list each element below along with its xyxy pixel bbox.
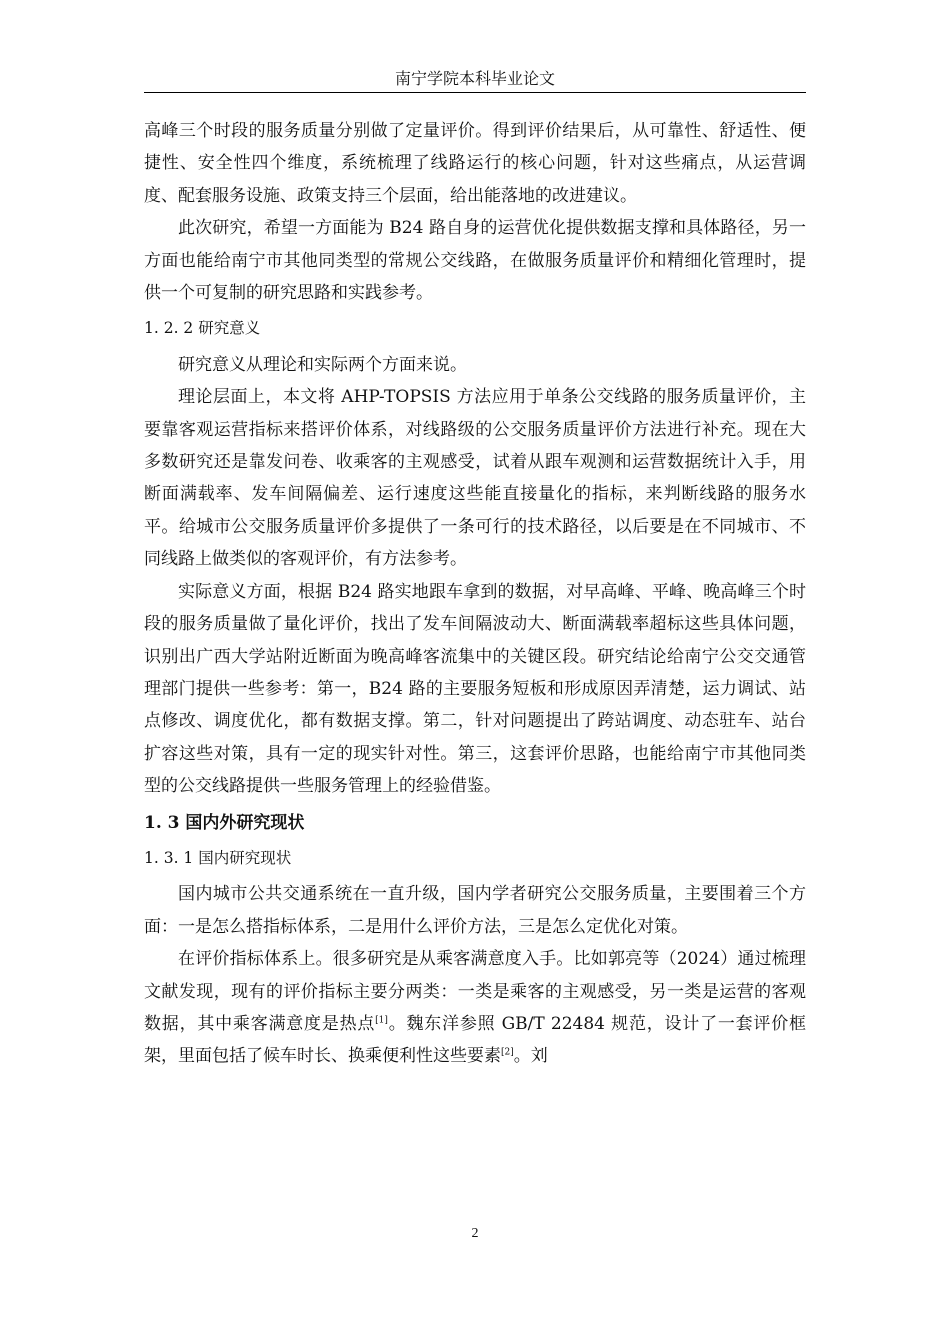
running-header: 南宁学院本科毕业论文 xyxy=(394,69,555,88)
section-heading-1-3: 1. 3 国内外研究现状 xyxy=(144,812,305,833)
paragraph-text: 。刘 xyxy=(513,1046,548,1067)
paragraph: 实际意义方面，根据 B24 路实地跟车拿到的数据，对早高峰、平峰、晚高峰三个时段的服务质量做了量化评价，找出了发车间隔波动大、断面满载率超标这些具体问题，识别出广西大学站附近断面为晚高峰客流集中的关键区段。研究结论给南宁公交交通管理部门提供一些参考：第一，B24 路的主要服务短板和形成原因弄清楚，运力调试、站点修改、调度优化，都有数据支撑。第二，针对问题提出了跨站调度、动态驻车、站台扩容这些对策，具有一定的现实针对性。第三，这套评价思路，也能给南宁市其他同类型的公交线路提供一些服务管理上的经验借鉴。 xyxy=(144,581,806,797)
citation-ref-2[interactable]: [2] xyxy=(501,1047,514,1058)
paragraph: 研究意义从理论和实际两个方面来说。 xyxy=(178,354,467,375)
paragraph: 国内城市公共交通系统在一直升级，国内学者研究公交服务质量，主要围着三个方面：一是怎么搭指标体系，二是用什么评价方法，三是怎么定优化对策。 xyxy=(144,884,806,937)
page-number: 2 xyxy=(471,1226,479,1241)
citation-ref-1[interactable]: [1] xyxy=(375,1015,388,1026)
paragraph xyxy=(144,943,806,1073)
paragraph: 理论层面上，本文将 AHP-TOPSIS 方法应用于单条公交线路的服务质量评价，主要靠客观运营指标来搭评价体系，对线路级的公交服务质量评价方法进行补充。现在大多数研究还是靠发问卷、收乘客的主观感受，试着从跟车观测和运营数据统计入手，用断面满载率、发车间隔偏差、运行速度这些能直接量化的指标，来判断线路的服务水平。给城市公交服务质量评价多提供了一条可行的技术路径，以后要是在不同城市、不同线路上做类似的客观评价，有方法参考。 xyxy=(144,387,806,570)
paragraph-text: 。魏东洋参照 GB/T 22484 规范，设计了一套评价框架，里面包括了候车时长、换乘便利性这些要素 xyxy=(144,1013,806,1067)
header-rule xyxy=(144,92,806,93)
paragraph: 高峰三个时段的服务质量分别做了定量评价。得到评价结果后，从可靠性、舒适性、便捷性、安全性四个维度，系统梳理了线路运行的核心问题，针对这些痛点，从运营调度、配套服务设施、政策支持三个层面，给出能落地的改进建议。 xyxy=(144,121,806,206)
body-text xyxy=(144,115,806,1073)
section-heading-1-2-2: 1. 2. 2 研究意义 xyxy=(144,319,261,338)
section-heading-1-3-1: 1. 3. 1 国内研究现状 xyxy=(144,848,292,867)
paragraph-text: 在评价指标体系上。很多研究是从乘客满意度入手。比如郭亮等（2024）通过梳理文献发现，现有的评价指标主要分两类：一类是乘客的主观感受，另一类是运营的客观数据，其中乘客满意度是热点 xyxy=(144,949,806,1034)
paragraph: 此次研究，希望一方面能为 B24 路自身的运营优化提供数据支撑和具体路径，另一方面也能给南宁市其他同类型的常规公交线路，在做服务质量评价和精细化管理时，提供一个可复制的研究思路和实践参考。 xyxy=(144,218,806,304)
